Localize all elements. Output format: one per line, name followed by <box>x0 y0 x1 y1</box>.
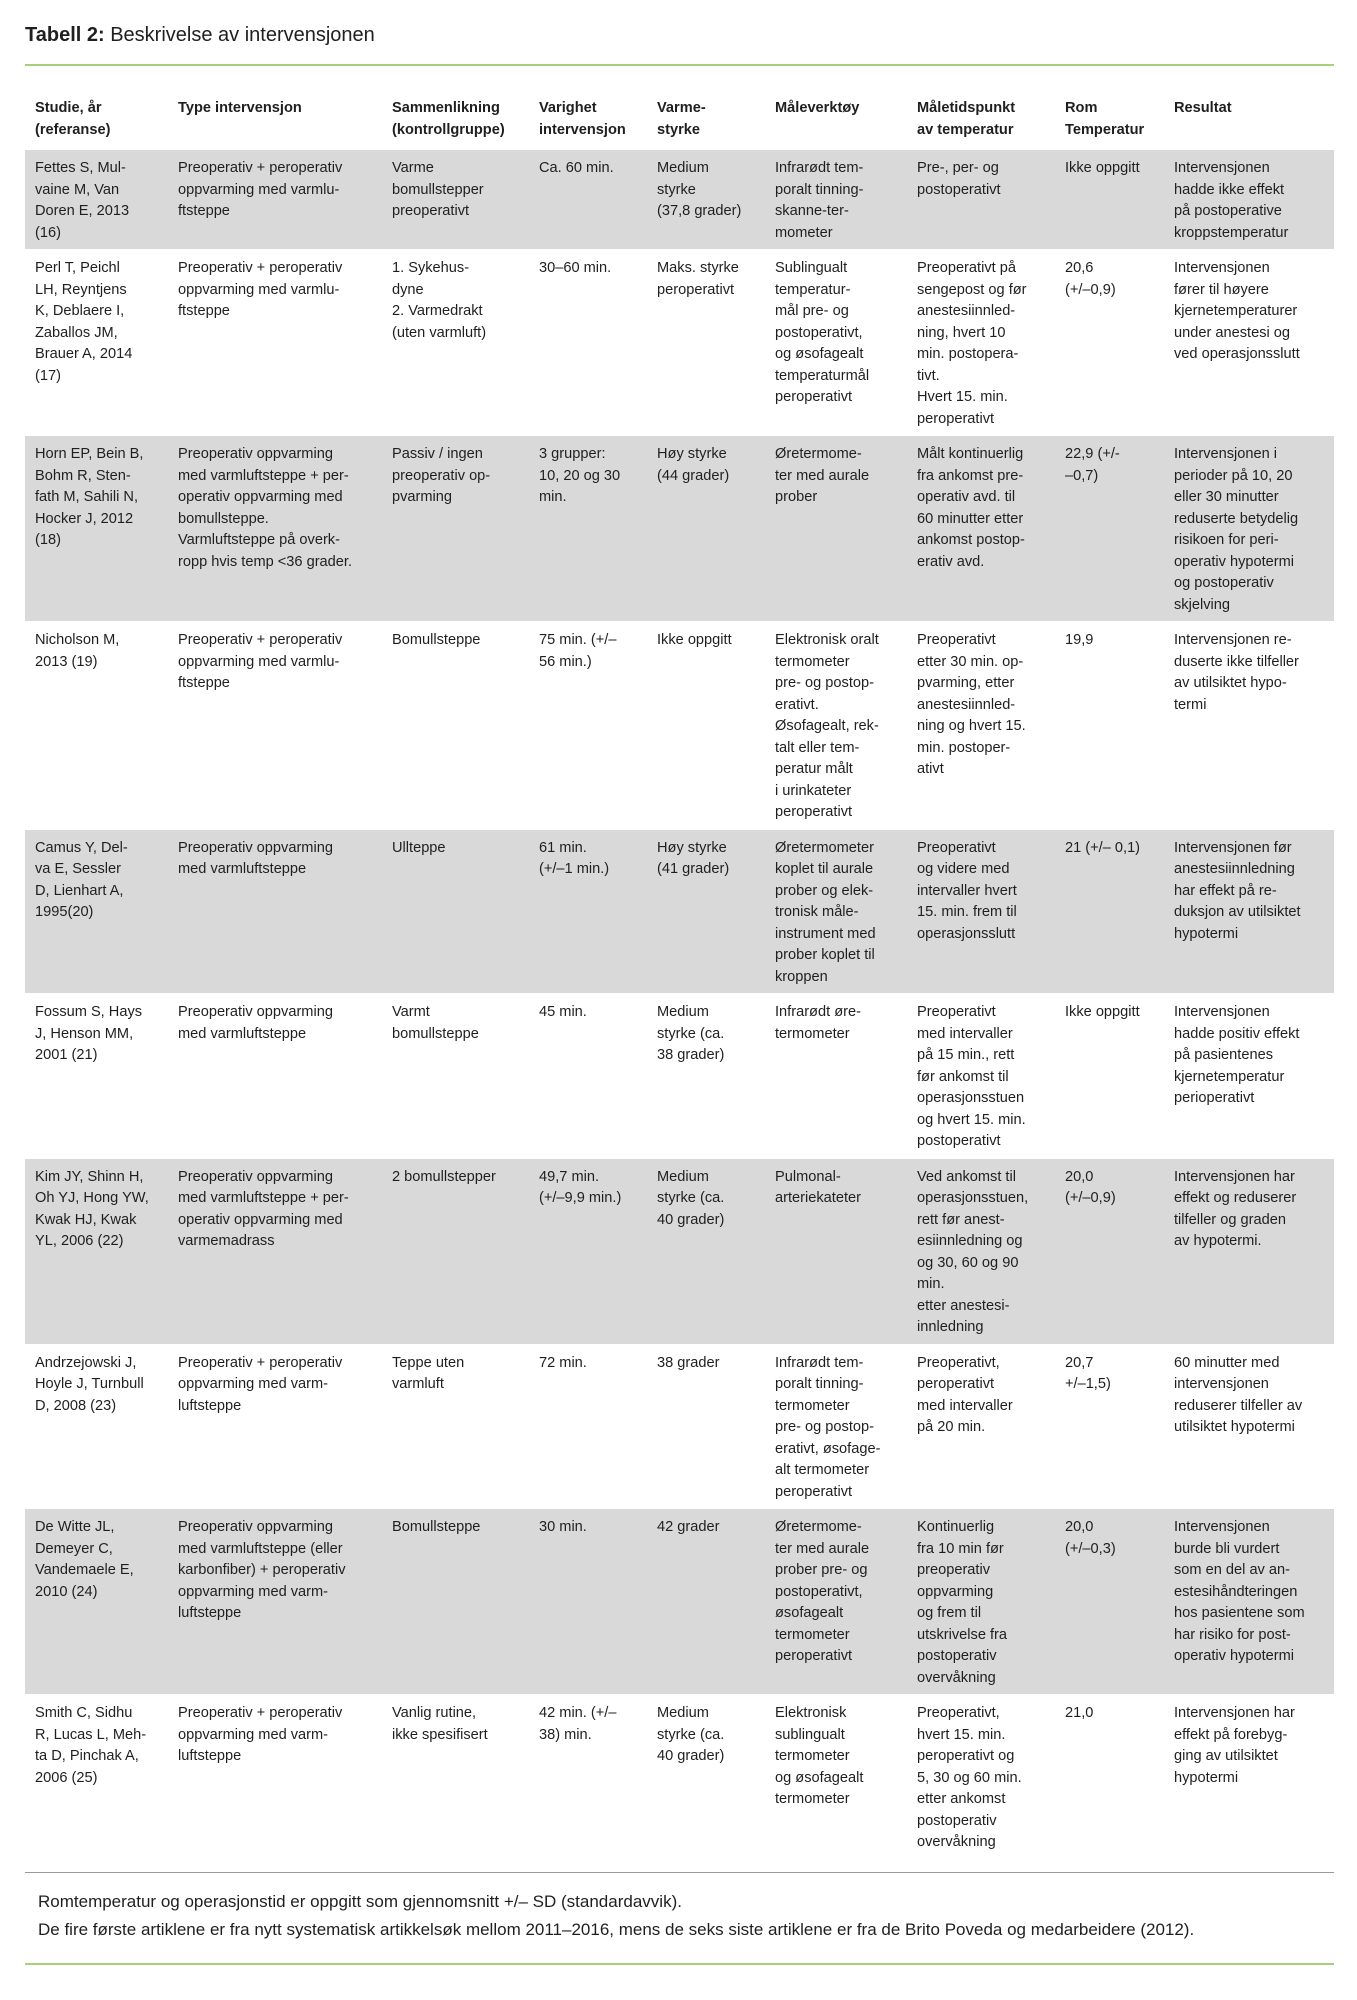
table-cell: Preoperativt, hvert 15. min. peroperativt og 5, 30 og 60 min. etter ankomst postoperativ overvåkning <box>917 1705 1022 1850</box>
table-cell: Preoperativ + peroperativ oppvarming med varm- luftsteppe <box>178 1705 343 1764</box>
table-cell: Preoperativ oppvarming med varmluftsteppe <box>178 1004 333 1042</box>
table-cell: 21 (+/– 0,1) <box>1055 829 1164 994</box>
table-cell: Andrzejowski J, Hoyle J, Turnbull D, 2008 (23) <box>35 1354 144 1414</box>
table-cell: Fossum S, Hays J, Henson MM, 2001 (21) <box>35 1004 143 1063</box>
table-cell: Målt kontinuerlig fra ankomst pre- operativ avd. til 60 minutter etter ankomst postop- erativ avd. <box>907 436 1055 622</box>
table-cell: Intervensjonen fører til høyere kjernetemperaturer under anestesi og ved operasjonsslutt <box>1174 260 1300 362</box>
table-cell: Bomullsteppe <box>382 1509 529 1695</box>
table-cell: Elektronisk oralt termometer pre- og postop- erativt. Øsofagealt, rek- talt eller tem- peratur målt i urinkateter peroperativt <box>775 632 879 820</box>
table-cell: 61 min. (+/–1 min.) <box>529 829 647 994</box>
table-cell: 19,9 <box>1065 632 1094 648</box>
table-cell: Øretermome- ter med aurale prober pre- og postoperativt, øsofagealt termometer peroperativt <box>765 1509 907 1695</box>
table-cell: Elektronisk sublingualt termometer og øsofagealt termometer <box>775 1705 864 1807</box>
table-cell: Preoperativ + peroperativ oppvarming med varmlu- ftsteppe <box>178 260 343 319</box>
table-cell: Vanlig rutine, ikke spesifisert <box>392 1705 488 1743</box>
intervention-table <box>25 84 1334 1859</box>
table-cell: Infrarødt øre- termometer <box>775 1004 861 1042</box>
table-cell: Pulmonal- arteriekateter <box>765 1158 907 1344</box>
column-header: Studie, år (referanse) <box>35 100 111 138</box>
table-cell: Ikke oppgitt <box>1055 150 1164 250</box>
column-header: Type intervensjon <box>178 100 302 116</box>
table-cell: Intervensjonen har effekt og reduserer tilfeller og graden av hypotermi. <box>1164 1158 1334 1344</box>
table-cell: 1. Sykehus- dyne 2. Varmedrakt (uten varmluft) <box>392 260 487 341</box>
table-cell: Høy styrke (41 grader) <box>647 829 765 994</box>
table-row <box>25 1158 1334 1344</box>
table-cell: Intervensjonen burde bli vurdert som en del av an- estesihåndteringen hos pasientene som har risiko for post- operativ hypotermi <box>1164 1509 1334 1695</box>
column-header: Sammenlikning (kontrollgruppe) <box>392 100 505 138</box>
table-cell: Preoperativt etter 30 min. op- pvarming, etter anestesiinnled- ning og hvert 15. min. postoper- ativt <box>917 632 1026 777</box>
table-cell: 22,9 (+/- –0,7) <box>1055 436 1164 622</box>
table-cell: 72 min. <box>539 1354 587 1371</box>
table-cell: 60 minutter med intervensjonen reduserer tilfeller av utilsiktet hypotermi <box>1174 1354 1303 1435</box>
table-cell: Øretermome- ter med aurale prober <box>765 436 907 622</box>
column-header: Resultat <box>1174 100 1232 116</box>
table-cell: Preoperativ oppvarming med varmluftsteppe (eller karbonfiber) + peroperativ oppvarming med varm- luftsteppe <box>168 1509 382 1695</box>
table-cell: Horn EP, Bein B, Bohm R, Sten- fath M, Sahili N, Hocker J, 2012 (18) <box>25 436 168 622</box>
table-cell: 3 grupper: 10, 20 og 30 min. <box>529 436 647 622</box>
table-cell: 30–60 min. <box>539 260 612 276</box>
table-cell: Intervensjonen i perioder på 10, 20 eller 30 minutter reduserte betydelig risikoen for peri- operativ hypotermi og postoperativ skjelving <box>1164 436 1334 622</box>
table-row <box>25 1344 1334 1509</box>
table-cell: Intervensjonen re- duserte ikke tilfeller av utilsiktet hypo- termi <box>1174 632 1299 713</box>
table-cell: Smith C, Sidhu R, Lucas L, Meh- ta D, Pinchak A, 2006 (25) <box>35 1705 147 1786</box>
column-header: Rom Temperatur <box>1065 100 1145 138</box>
bottom-divider <box>25 1963 1334 1965</box>
table-cell: Preoperativ oppvarming med varmluftsteppe + per- operativ oppvarming med varmemadrass <box>168 1158 382 1344</box>
table-cell: Sublingualt temperatur- mål pre- og postoperativt, og øsofagealt temperaturmål peroperativt <box>775 260 870 405</box>
table-cell: 45 min. <box>539 1004 587 1020</box>
table-cell: Preoperativ oppvarming med varmluftsteppe <box>168 829 382 994</box>
table-cell: Preoperativ + peroperativ oppvarming med varmlu- ftsteppe <box>168 150 382 250</box>
column-header: Varme- styrke <box>657 100 706 138</box>
table-cell: Preoperativ oppvarming med varmluftsteppe + per- operativ oppvarming med bomullsteppe. Varmluftsteppe på overk- ropp hvis temp <36 grader. <box>168 436 382 622</box>
note-line: Romtemperatur og operasjonstid er oppgitt som gjennomsnitt +/– SD (standardavvik). <box>38 1892 682 1911</box>
table-row <box>25 436 1334 622</box>
table-cell: Pre-, per- og postoperativt <box>907 150 1055 250</box>
table-cell: Varmt bomullsteppe <box>392 1004 479 1042</box>
table-cell: Ved ankomst til operasjonsstuen, rett før anest- esiinnledning og og 30, 60 og 90 min. etter anestesi- innledning <box>907 1158 1055 1344</box>
table-cell: Ikke oppgitt <box>1065 1004 1140 1020</box>
table-cell: 20,0 (+/–0,3) <box>1055 1509 1164 1695</box>
table-cell: Infrarødt tem- poralt tinning- skanne-ter- mometer <box>765 150 907 250</box>
table-body <box>25 150 1334 1859</box>
table-cell: Preoperativ + peroperativ oppvarming med varmlu- ftsteppe <box>178 632 343 691</box>
table-caption-text: Beskrivelse av intervensjonen <box>110 24 375 46</box>
table-cell: Preoperativt med intervaller på 15 min., rett før ankomst til operasjonsstuen og hvert 15. min. postoperativt <box>917 1004 1026 1149</box>
table-cell: 20,6 (+/–0,9) <box>1065 260 1116 298</box>
table-cell: 49,7 min. (+/–9,9 min.) <box>529 1158 647 1344</box>
table-cell: Medium styrke (37,8 grader) <box>647 150 765 250</box>
table-cell: Nicholson M, 2013 (19) <box>35 632 120 670</box>
table-cell: Preoperativt og videre med intervaller hvert 15. min. frem til operasjonsslutt <box>907 829 1055 994</box>
table-cell: Camus Y, Del- va E, Sessler D, Lienhart A, 1995(20) <box>25 829 168 994</box>
table-cell: De Witte JL, Demeyer C, Vandemaele E, 2010 (24) <box>25 1509 168 1695</box>
table-cell: 2 bomullstepper <box>382 1158 529 1344</box>
table-cell: Preoperativt, peroperativt med intervaller på 20 min. <box>917 1354 1013 1435</box>
top-divider <box>25 64 1334 66</box>
table-cell: Medium styrke (ca. 40 grader) <box>647 1158 765 1344</box>
table-caption <box>25 24 375 47</box>
table-cell: Passiv / ingen preoperativ op- pvarming <box>382 436 529 622</box>
table-row <box>25 994 1334 1159</box>
table-cell: Teppe uten varmluft <box>392 1354 465 1392</box>
footer-divider <box>25 1872 1334 1873</box>
table-cell: 20,0 (+/–0,9) <box>1055 1158 1164 1344</box>
table-cell: 21,0 <box>1065 1705 1094 1721</box>
table-cell: Medium styrke (ca. 38 grader) <box>657 1004 725 1063</box>
column-header: Varighet intervensjon <box>539 100 626 138</box>
table-row <box>25 1509 1334 1695</box>
table-cell: 42 grader <box>647 1509 765 1695</box>
table-cell: Ikke oppgitt <box>657 632 732 648</box>
table-cell: Kontinuerlig fra 10 min før preoperativ oppvarming og frem til utskrivelse fra postoperativ overvåkning <box>907 1509 1055 1695</box>
table-cell: Kim JY, Shinn H, Oh YJ, Hong YW, Kwak HJ, Kwak YL, 2006 (22) <box>25 1158 168 1344</box>
column-header: Måletidspunkt av temperatur <box>917 100 1016 138</box>
table-cell: Preoperativ + peroperativ oppvarming med varm- luftsteppe <box>178 1354 343 1414</box>
table-cell: Preoperativt på sengepost og før anestesiinnled- ning, hvert 10 min. postopera- tivt. Hvert 15. min. peroperativt <box>917 260 1027 427</box>
table-cell: Ullteppe <box>382 829 529 994</box>
table-cell: Medium styrke (ca. 40 grader) <box>657 1705 725 1764</box>
header-row <box>25 84 1334 150</box>
table-cell: Intervensjonen har effekt på forebyg- ging av utilsiktet hypotermi <box>1174 1705 1295 1786</box>
table-cell: Infrarødt tem- poralt tinning- termometer pre- og postop- erativt, øsofage- alt termometer peroperativt <box>775 1354 881 1500</box>
table-cell: Øretermometer koplet til aurale prober og elek- tronisk måle- instrument med prober koplet til kroppen <box>765 829 907 994</box>
table-cell: Fettes S, Mul- vaine M, Van Doren E, 2013 (16) <box>25 150 168 250</box>
table-row <box>25 150 1334 250</box>
table-caption-label: Tabell 2: <box>25 24 105 46</box>
table-cell: Intervensjonen hadde positiv effekt på pasientenes kjernetemperatur perioperativt <box>1174 1004 1300 1106</box>
column-header: Måleverktøy <box>775 100 860 116</box>
table-cell: Høy styrke (44 grader) <box>647 436 765 622</box>
note-line: De fire første artiklene er fra nytt systematisk artikkelsøk mellom 2011–2016, mens de seks siste artiklene er fra de Brito Poveda og medarbeidere (2012). <box>38 1920 1195 1939</box>
table-cell: 42 min. (+/– 38) min. <box>539 1705 617 1743</box>
table-notes <box>38 1888 1194 1944</box>
table-cell: Intervensjonen hadde ikke effekt på postoperative kroppstemperatur <box>1164 150 1334 250</box>
table-cell: 38 grader <box>657 1354 720 1371</box>
table-cell: Maks. styrke peroperativt <box>657 260 739 298</box>
table-row <box>25 250 1334 436</box>
table-row <box>25 829 1334 994</box>
table-cell: Bomullsteppe <box>392 632 481 648</box>
table-row <box>25 622 1334 830</box>
table-cell: Ca. 60 min. <box>529 150 647 250</box>
table-row <box>25 1695 1334 1859</box>
table-cell: 30 min. <box>529 1509 647 1695</box>
table-cell: Intervensjonen før anestesiinnledning har effekt på re- duksjon av utilsiktet hypotermi <box>1164 829 1334 994</box>
table-cell: Varme bomullstepper preoperativt <box>382 150 529 250</box>
table-cell: Perl T, Peichl LH, Reyntjens K, Deblaere I, Zaballos JM, Brauer A, 2014 (17) <box>35 260 133 384</box>
table-cell: 75 min. (+/– 56 min.) <box>539 632 617 670</box>
table-cell: 20,7 +/–1,5) <box>1065 1354 1111 1392</box>
